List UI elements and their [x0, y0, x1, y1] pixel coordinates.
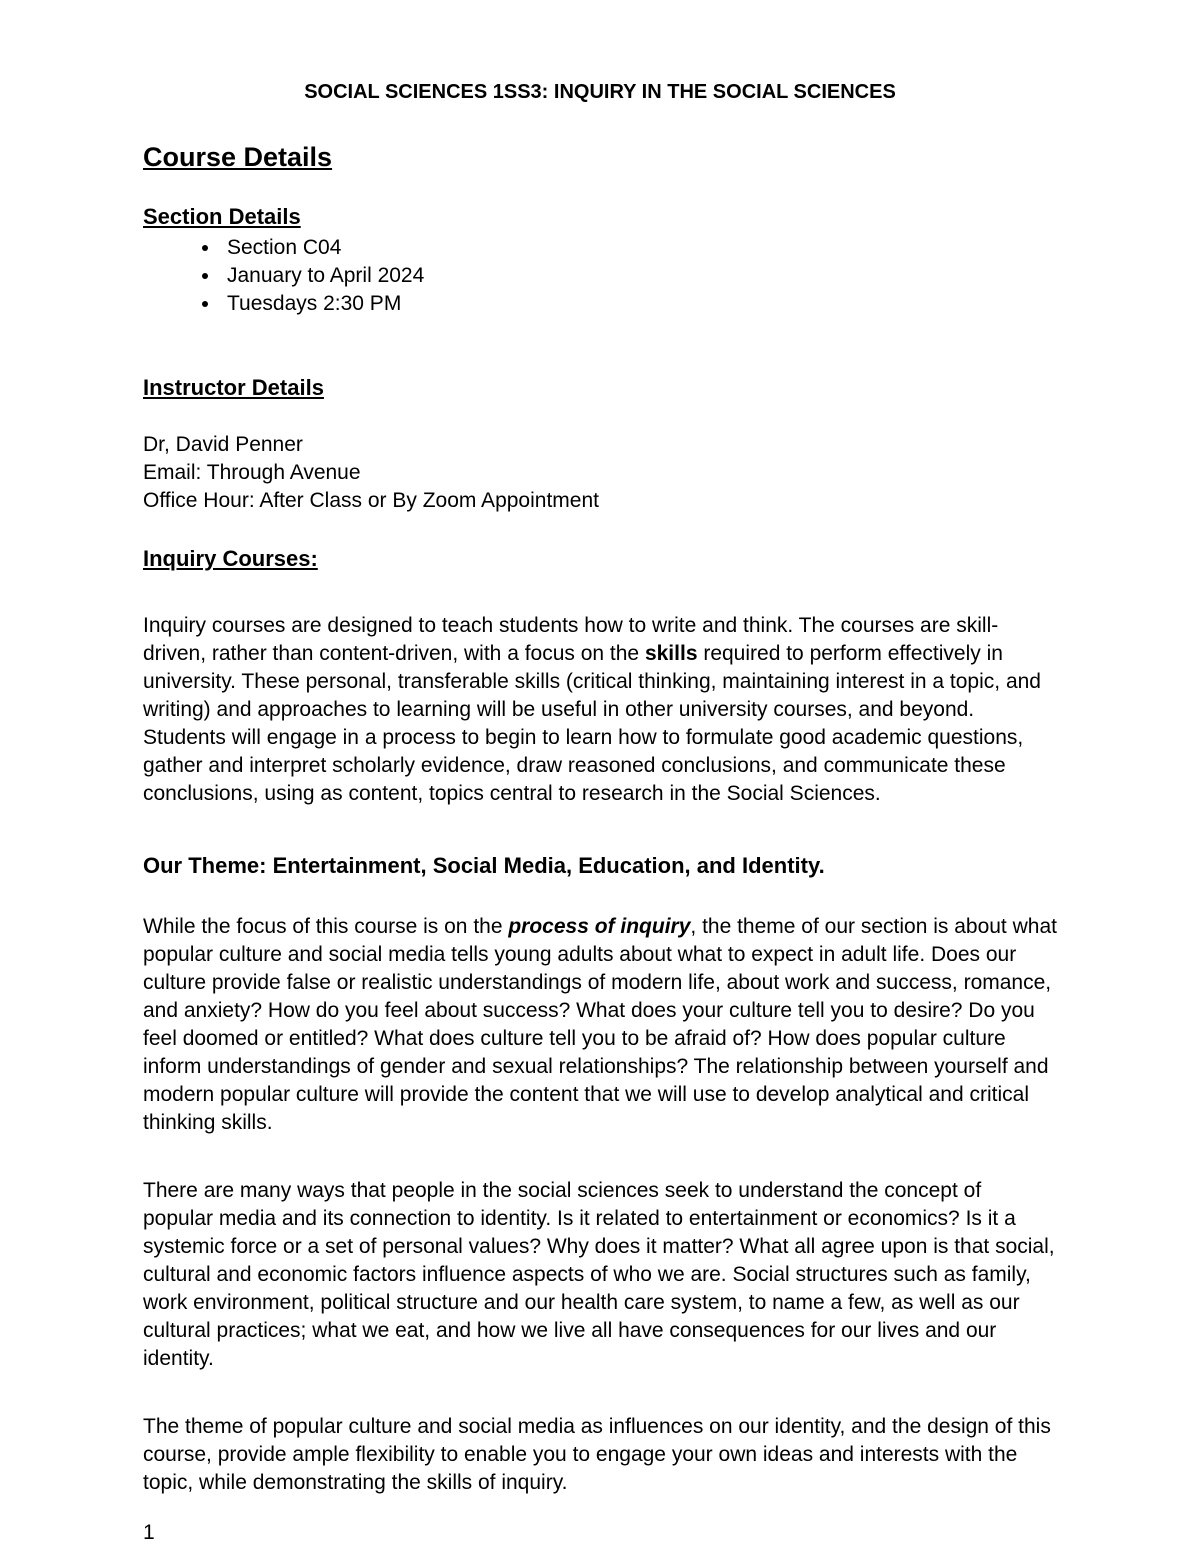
- instructor-email: Email: Through Avenue: [143, 461, 361, 484]
- theme-paragraph-2: There are many ways that people in the social sciences seek to understand the concept of popular media and its connection to identity. Is it related to entertainment or economics? Is it a systemic force or a set of personal values? Why does it matter? What all agree upon is that social, cultural and economic factors influence aspects of who we are. Social structures such as family, work environment, political structure and our health care system, to name a few, as well as our cultural practices; what we eat, and how we live all have consequences for our lives and our identity.: [143, 1179, 1055, 1370]
- theme-paragraph-segment: , the theme of our section is about what popular culture and social media tells young adults about what to expect in adult life. Does our culture provide false or realistic understandings of modern life, about work and success, romance, and anxiety? How do you feel about success? What does your culture tell you to desire? Do you feel doomed or entitled? What does culture tell you to be afraid of? How does popular culture inform understandings of gender and sexual relationships? The relationship between yourself and modern popular culture will provide the content that we will use to develop analytical and critical thinking skills.: [143, 915, 1057, 1134]
- list-item-time: • Tuesdays 2:30 PM: [221, 290, 1057, 318]
- instructor-name: Dr, David Penner: [143, 433, 303, 456]
- theme-paragraph-1: [143, 913, 1057, 1137]
- page-number: 1: [143, 1521, 155, 1544]
- inquiry-courses-heading: Inquiry Courses:: [143, 546, 318, 571]
- doc-title: SOCIAL SCIENCES 1SS3: INQUIRY IN THE SOCIAL SCIENCES: [304, 81, 896, 103]
- theme-heading: Our Theme: Entertainment, Social Media, Education, and Identity.: [143, 853, 825, 878]
- instructor-office-hour: Office Hour: After Class or By Zoom Appointment: [143, 489, 599, 512]
- inquiry-paragraph-bold-word: skills: [644, 642, 698, 665]
- theme-paragraph-segment: While the focus of this course is on the: [143, 915, 509, 938]
- inquiry-paragraph-segment: Inquiry courses are designed to teach students how to write and think. The courses are skill-driven, rather than content-driven, with a focus on the: [143, 614, 999, 665]
- section-details-list: [143, 234, 1057, 318]
- course-details-heading: Course Details: [143, 142, 333, 172]
- theme-paragraph-bold-italic: process of inquiry: [508, 915, 691, 938]
- instructor-details-heading: Instructor Details: [143, 375, 324, 400]
- instructor-info: [143, 431, 1057, 515]
- inquiry-paragraph-segment: required to perform effectively in university. These personal, transferable skills (critical thinking, maintaining interest in a topic, and writing) and approaches to learning will be useful in other university courses, and beyond. Students will engage in a process to begin to learn how to formulate good academic questions, gather and interpret scholarly evidence, draw reasoned conclusions, and communicate these conclusions, using as content, topics central to research in the Social Sciences.: [143, 642, 1041, 805]
- list-item-term: • January to April 2024: [221, 262, 1057, 290]
- theme-paragraph-3: The theme of popular culture and social media as influences on our identity, and the design of this course, provide ample flexibility to enable you to engage your own ideas and interests with the topic, while demonstrating the skills of inquiry.: [143, 1415, 1051, 1494]
- list-item-section: • Section C04: [221, 234, 1057, 262]
- inquiry-courses-paragraph: [143, 612, 1057, 808]
- section-details-heading: Section Details: [143, 204, 301, 229]
